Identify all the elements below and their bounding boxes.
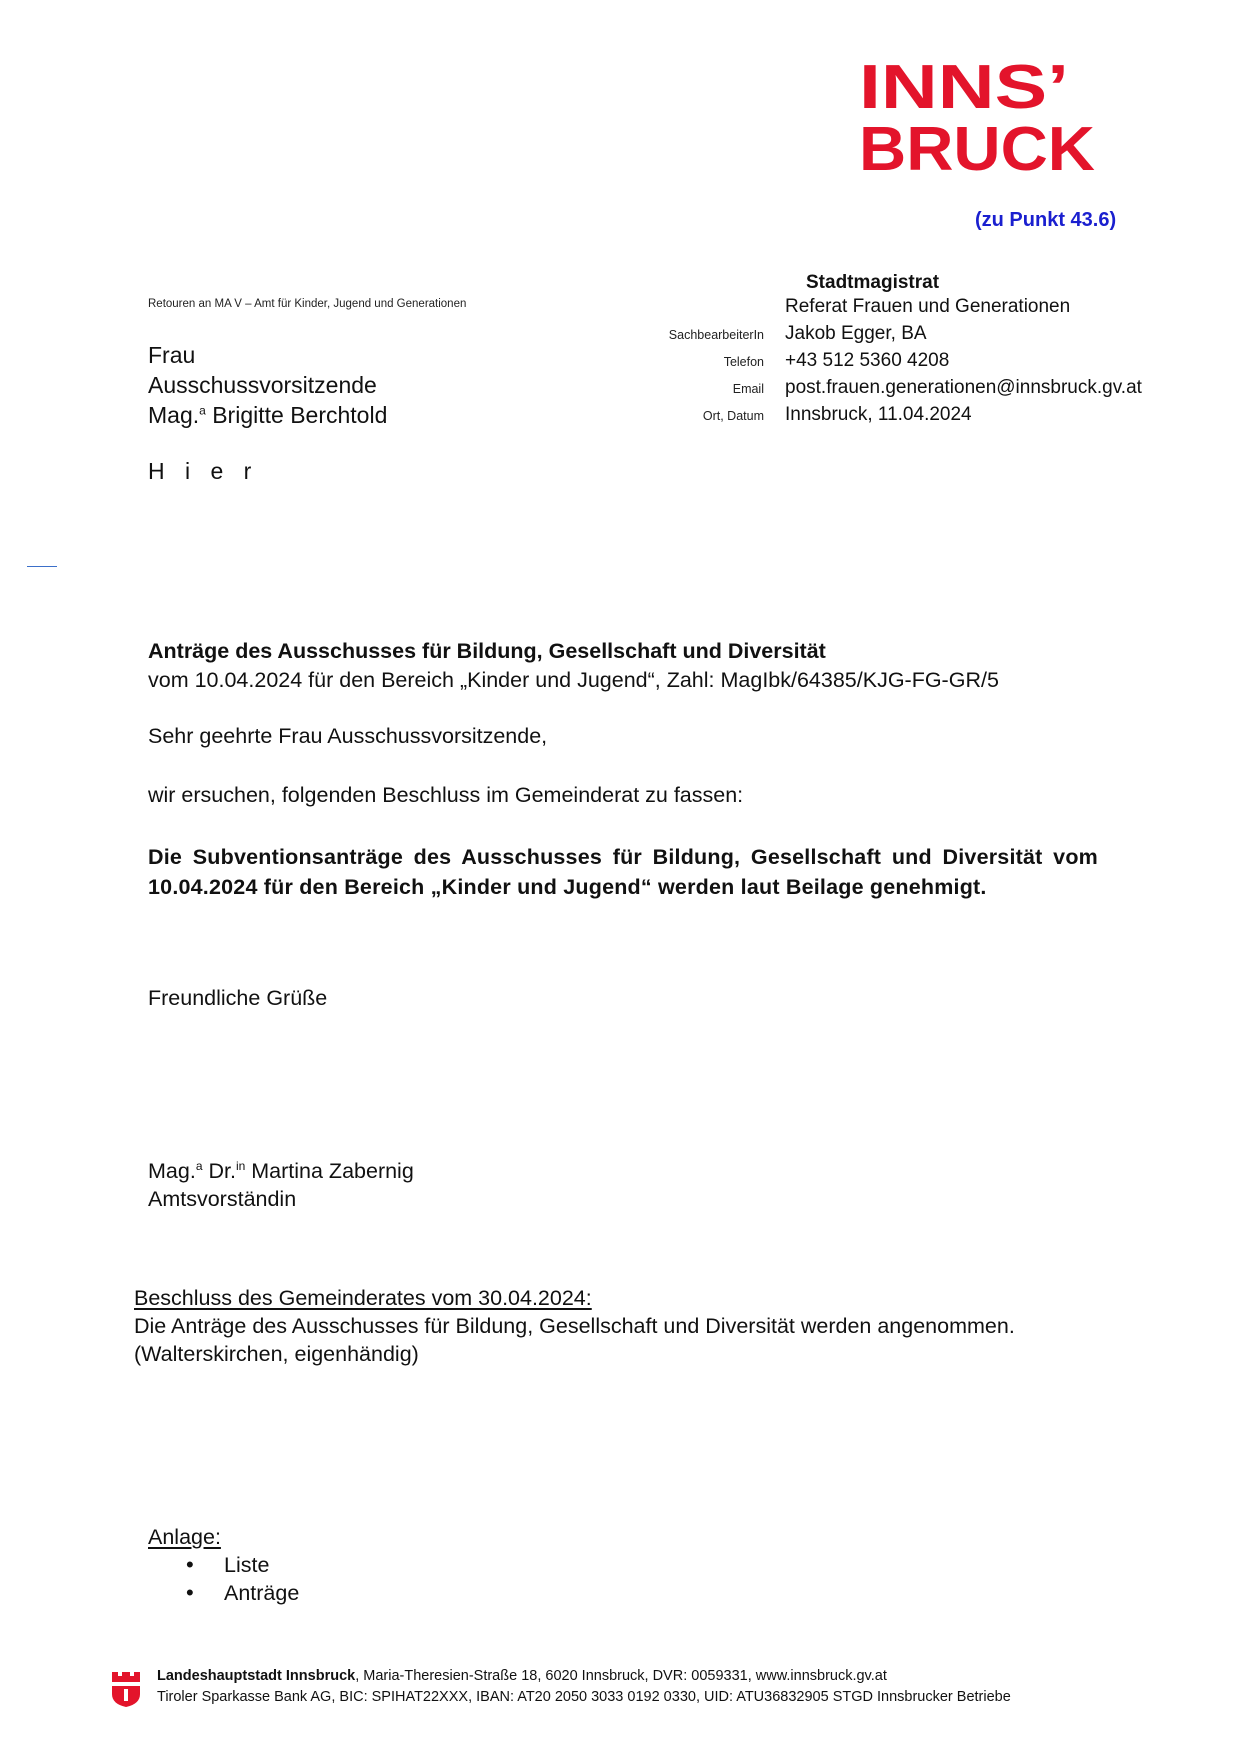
resolution-text: Die Anträge des Ausschusses für Bildung, Gesellschaft und Diversität werden angenommen. <box>134 1314 1015 1338</box>
signatory-mid: Dr. <box>202 1159 236 1183</box>
signatory-sup-1: a <box>195 1158 203 1173</box>
sender-label: Telefon <box>723 355 764 369</box>
signatory-name: Martina Zabernig <box>245 1159 414 1183</box>
recipient-title-sup: a <box>199 403 206 418</box>
sender-department-row <box>560 296 1220 323</box>
crest-icon <box>110 1668 142 1708</box>
signatory-name-line <box>148 1157 414 1185</box>
signatory-sup-2: in <box>235 1158 246 1173</box>
recipient-salutation: Frau <box>148 342 196 368</box>
sender-value: +43 512 5360 4208 <box>785 350 950 371</box>
recipient-title: Mag. <box>148 402 200 428</box>
footer-address: , Maria-Theresien-Straße 18, 6020 Innsbruck, DVR: 0059331, www.innsbruck.gv.at <box>355 1668 887 1684</box>
closing: Freundliche Grüße <box>148 986 328 1010</box>
recipient-name: Brigitte Berchtold <box>205 402 388 428</box>
sender-email: post.frauen.generationen@innsbruck.gv.at <box>785 377 1142 398</box>
sender-row <box>560 350 1220 377</box>
list-item: • Anträge <box>224 1579 299 1607</box>
recipient-function: Ausschussvorsitzende <box>148 372 377 398</box>
footer-text <box>157 1666 1011 1708</box>
council-resolution <box>134 1284 1015 1368</box>
signatory-role: Amtsvorständin <box>148 1187 297 1211</box>
margin-mark <box>27 566 57 567</box>
recipient-local-note: H i e r <box>148 458 259 484</box>
logo-line-1: INNS’ <box>859 56 1069 122</box>
sender-value: Innsbruck, 11.04.2024 <box>785 404 972 425</box>
list-item: • Liste <box>224 1551 299 1579</box>
sender-row <box>560 377 1220 404</box>
sender-row <box>560 323 1220 350</box>
salutation: Sehr geehrte Frau Ausschussvorsitzende, <box>148 724 548 748</box>
return-address: Retouren an MA V – Amt für Kinder, Jugend und Generationen <box>148 298 467 310</box>
sender-label: Email <box>732 382 764 396</box>
signature-block <box>148 1157 414 1213</box>
innsbruck-logo-wordmark <box>859 56 1099 176</box>
sender-value: Jakob Egger, BA <box>785 323 927 344</box>
footer-line-1 <box>157 1666 1011 1687</box>
resolution-heading: Beschluss des Gemeinderates vom 30.04.2024: <box>134 1286 592 1310</box>
footer-line-2: Tiroler Sparkasse Bank AG, BIC: SPIHAT22XXX, IBAN: AT20 2050 3033 0192 0330, UID: ATU36832905 STGD Innsbrucker Betriebe <box>157 1689 1011 1705</box>
attachments-heading: Anlage: <box>148 1525 221 1549</box>
subject-block <box>148 637 999 695</box>
sender-label: Ort, Datum <box>702 409 764 423</box>
recipient-name-line <box>148 400 387 430</box>
agenda-reference: (zu Punkt 43.6) <box>975 209 1117 231</box>
subject-title: Anträge des Ausschusses für Bildung, Gesellschaft und Diversität <box>148 639 826 663</box>
attachments <box>148 1523 299 1607</box>
attachments-list <box>148 1551 299 1607</box>
sender-organization: Stadtmagistrat <box>806 272 940 293</box>
signatory-prefix: Mag. <box>148 1159 196 1183</box>
sender-row <box>560 404 1220 431</box>
logo-line-2: BRUCK <box>859 115 1096 176</box>
innsbruck-logo <box>859 56 1099 176</box>
sender-block <box>560 296 1220 431</box>
recipient-block <box>148 340 387 430</box>
footer-org: Landeshauptstadt Innsbruck <box>157 1668 356 1684</box>
sender-department: Referat Frauen und Generationen <box>785 296 1071 317</box>
decision-text: Die Subventionsanträge des Ausschusses für Bildung, Gesellschaft und Diversität vom 10.04.2024 für den Bereich „Kinder und Jugend“ werden laut Beilage genehmigt. <box>148 845 1098 899</box>
subject-detail: vom 10.04.2024 für den Bereich „Kinder und Jugend“, Zahl: MagIbk/64385/KJG-FG-GR/5 <box>148 668 999 692</box>
request-text: wir ersuchen, folgenden Beschluss im Gemeinderat zu fassen: <box>148 783 744 807</box>
resolution-note: (Walterskirchen, eigenhändig) <box>134 1342 419 1366</box>
sender-label: SachbearbeiterIn <box>668 328 764 342</box>
